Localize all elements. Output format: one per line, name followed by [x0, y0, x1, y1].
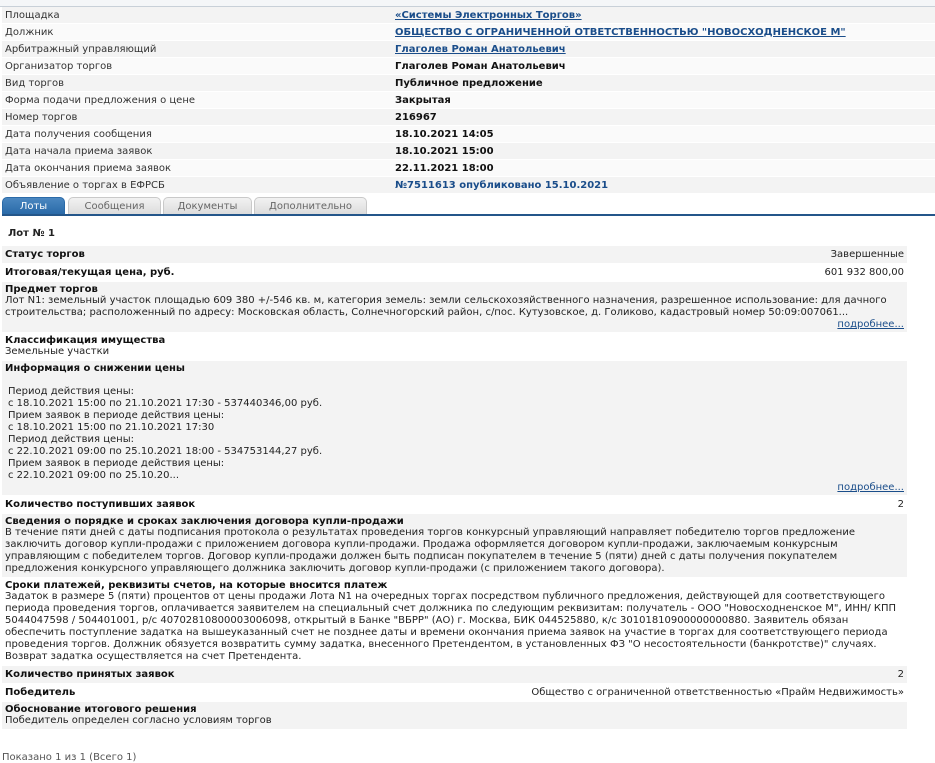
info-key: Вид торгов	[2, 75, 392, 92]
info-key: Организатор торгов	[2, 58, 392, 75]
price-row	[2, 264, 907, 281]
winner-value: Общество с ограниченной ответственностью «Прайм Недвижимость»	[531, 687, 904, 698]
subject-row	[2, 282, 907, 332]
info-value-cell	[392, 92, 935, 109]
info-value-cell	[392, 109, 935, 126]
info-value-cell	[392, 7, 935, 24]
accepted-value: 2	[897, 669, 904, 680]
received-value: 2	[897, 499, 904, 510]
info-value-cell	[392, 177, 935, 194]
reduction-label: Информация о снижении цены	[5, 363, 185, 374]
info-key: Должник	[2, 24, 392, 41]
trade-info-table	[2, 7, 935, 194]
subject-more-link[interactable]: подробнее...	[837, 319, 904, 330]
status-value: Завершенные	[830, 249, 904, 260]
info-value: 18.10.2021 14:05	[395, 128, 494, 140]
info-value-link[interactable]: Глаголев Роман Анатольевич	[395, 43, 566, 55]
status-label: Статус торгов	[5, 249, 85, 260]
received-label: Количество поступивших заявок	[5, 499, 196, 510]
winner-label: Победитель	[5, 687, 76, 698]
tab-messages[interactable]: Сообщения	[68, 197, 161, 214]
info-value-cell	[392, 41, 935, 58]
classification-value: Земельные участки	[5, 346, 110, 357]
contract-row	[2, 514, 907, 577]
info-row	[2, 126, 935, 143]
reason-row	[2, 702, 907, 729]
info-row	[2, 92, 935, 109]
reduction-text: Период действия цены: с 18.10.2021 15:00 по 21.10.2021 17:30 - 537440346,00 руб. Прием заявок в периоде действия цены: с 18.10.2021 15:00 по 21.10.2021 17:30 Период действия цены: с 22.10.2021 09:00 по 25.10.2021 18:00 - 534753144,27 руб. Прием заявок в периоде действия цены: с 22.10.2021 09:00 по 25.10.20...	[8, 386, 323, 481]
info-key: Дата получения сообщения	[2, 126, 392, 143]
payment-row	[2, 578, 907, 665]
info-row	[2, 41, 935, 58]
info-value-cell	[392, 24, 935, 41]
received-row	[2, 496, 907, 513]
info-value-cell	[392, 58, 935, 75]
info-value: №7511613 опубликовано 15.10.2021	[395, 179, 609, 191]
info-value-cell	[392, 160, 935, 177]
info-value: Закрытая	[395, 94, 451, 106]
top-border	[0, 0, 935, 7]
info-row	[2, 58, 935, 75]
info-key: Номер торгов	[2, 109, 392, 126]
info-key: Площадка	[2, 7, 392, 24]
subject-label: Предмет торгов	[5, 284, 98, 295]
classification-label: Классификация имущества	[5, 335, 166, 346]
subject-text: Лот N1: земельный участок площадью 609 380 +/-546 кв. м, категория земель: земли сельскохозяйственного назначения, разрешенное использование: для дачного строительства; расположенный по адресу: Московская область, Солнечногорский район, с/пос. Кутузовское, д. Голиково, кадастровый номер 50:09:007061...	[5, 295, 887, 318]
reason-text: Победитель определен согласно условиям торгов	[5, 715, 272, 726]
contract-label: Сведения о порядке и сроках заключения договора купли-продажи	[5, 516, 404, 527]
tab-lots[interactable]: Лоты	[2, 197, 65, 214]
info-value: 18.10.2021 15:00	[395, 145, 494, 157]
payment-label: Сроки платежей, реквизиты счетов, на которые вносится платеж	[5, 580, 388, 591]
info-value-cell	[392, 126, 935, 143]
contract-text: В течение пяти дней с даты подписания протокола о результатах проведения торгов конкурсный управляющий направляет победителю торгов предложение заключить договор купли-продажи с приложением договора купли-продажи. Продажа оформляется договором купли-продажи, заключаемым конкурсным управляющим с победителем торгов. Договор купли-продажи должен быть подписан покупателем в течение 5 (пяти) дней с даты получения покупателем предложения конкурсного управляющего должника заключить договор купли-продажи (с приложением такого договора).	[5, 527, 855, 574]
reduction-more-link[interactable]: подробнее...	[837, 482, 904, 493]
accepted-row	[2, 666, 907, 683]
info-row	[2, 75, 935, 92]
info-value: Глаголев Роман Анатольевич	[395, 60, 566, 72]
classification-row	[2, 333, 907, 360]
reduction-row	[2, 361, 907, 495]
price-label: Итоговая/текущая цена, руб.	[5, 267, 175, 278]
info-row	[2, 143, 935, 160]
info-value-cell	[392, 143, 935, 160]
info-key: Форма подачи предложения о цене	[2, 92, 392, 109]
winner-row	[2, 684, 907, 701]
reason-label: Обоснование итогового решения	[5, 704, 197, 715]
lot-panel	[2, 222, 907, 730]
info-value: Публичное предложение	[395, 77, 543, 89]
tab-bar	[2, 197, 935, 215]
status-row	[2, 246, 907, 263]
payment-text: Задаток в размере 5 (пяти) процентов от цены продажи Лота N1 на очередных торгах посредством публичного предложения, действующей для соответствующего периода проведения торгов, оплачивается заявителем на специальный счет должника по следующим реквизитам: получатель - ООО "Новосходненское М", ИНН/ КПП 5044047598 / 504401001, р/с 40702810800003006098, открытый в Банке "ВБРР" (АО) г. Москва, БИК 044525880, к/с 30101810900000000880. Заявитель обязан обеспечить поступление задатка на вышеуказанный счет не позднее даты и времени окончания приема заявок на участие в торгах для соответствующего периода проведения торгов. Должник обязуется возвратить сумму задатка, внесенного Претендентом, в установленных ФЗ "О несостоятельности (банкротстве)" случаях. Возврат задатка осуществляется на счет Претендента.	[5, 591, 897, 662]
info-value-link[interactable]: «Системы Электронных Торгов»	[395, 9, 582, 21]
info-key: Дата окончания приема заявок	[2, 160, 392, 177]
info-key: Арбитражный управляющий	[2, 41, 392, 58]
info-value: 216967	[395, 111, 437, 123]
tab-additional[interactable]: Дополнительно	[254, 197, 367, 214]
info-row	[2, 177, 935, 194]
price-value: 601 932 800,00	[824, 267, 904, 278]
tab-documents[interactable]: Документы	[163, 197, 252, 214]
lot-title: Лот № 1	[8, 228, 55, 239]
info-value: 22.11.2021 18:00	[395, 162, 494, 174]
info-value-link[interactable]: ОБЩЕСТВО С ОГРАНИЧЕННОЙ ОТВЕТСТВЕННОСТЬЮ "НОВОСХОДНЕНСКОЕ М"	[395, 26, 846, 38]
info-row	[2, 109, 935, 126]
info-value-cell	[392, 75, 935, 92]
info-key: Объявление о торгах в ЕФРСБ	[2, 177, 392, 194]
info-row	[2, 160, 935, 177]
info-row	[2, 24, 935, 41]
tab-underline	[2, 214, 935, 216]
info-row	[2, 7, 935, 24]
info-key: Дата начала приема заявок	[2, 143, 392, 160]
pager-summary: Показано 1 из 1 (Всего 1)	[2, 752, 137, 763]
accepted-label: Количество принятых заявок	[5, 669, 175, 680]
